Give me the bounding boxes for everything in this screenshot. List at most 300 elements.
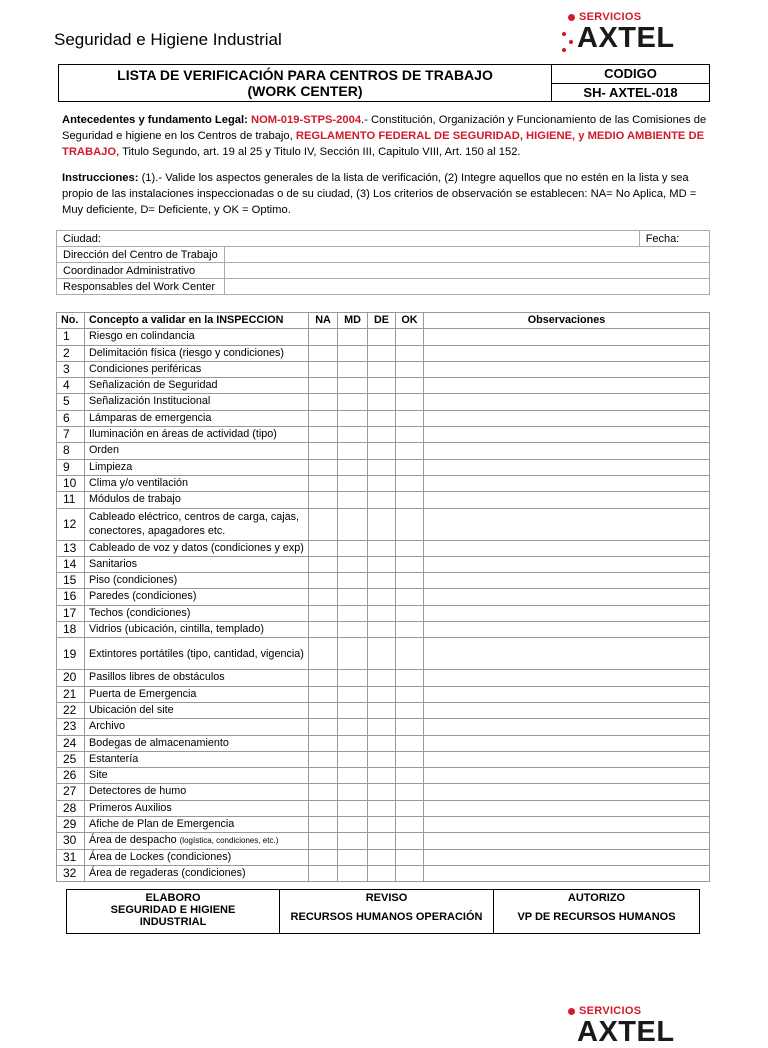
item-number: 22 — [57, 702, 85, 718]
rating-de-cell[interactable] — [368, 589, 396, 605]
checklist-row — [57, 702, 710, 718]
rating-md-cell[interactable] — [338, 719, 368, 735]
rating-na-cell[interactable] — [309, 556, 338, 572]
rating-ok-cell[interactable] — [396, 751, 424, 767]
item-number: 7 — [57, 427, 85, 443]
item-concept — [85, 410, 309, 426]
observaciones-cell[interactable] — [424, 443, 710, 459]
rating-md-cell[interactable] — [338, 817, 368, 833]
item-number: 10 — [57, 475, 85, 491]
rating-de-cell[interactable] — [368, 784, 396, 800]
item-concept — [85, 394, 309, 410]
rating-ok-cell[interactable] — [396, 849, 424, 865]
rating-de-cell[interactable] — [368, 427, 396, 443]
rating-ok-cell[interactable] — [396, 492, 424, 508]
instrucciones-label: Instrucciones: — [62, 172, 139, 184]
rating-ok-cell[interactable] — [396, 394, 424, 410]
rating-de-cell[interactable] — [368, 345, 396, 361]
rating-ok-cell[interactable] — [396, 361, 424, 377]
rating-ok-cell[interactable] — [396, 427, 424, 443]
item-concept-text: Señalización de Seguridad — [89, 379, 218, 392]
rating-na-cell[interactable] — [309, 735, 338, 751]
checklist-row — [57, 443, 710, 459]
checklist-row — [57, 849, 710, 865]
observaciones-cell[interactable] — [424, 410, 710, 426]
rating-ok-cell[interactable] — [396, 702, 424, 718]
col-header-ok: OK — [396, 313, 424, 329]
document-title-line2: (WORK CENTER) — [247, 83, 363, 99]
rating-md-cell[interactable] — [338, 508, 368, 540]
observaciones-cell[interactable] — [424, 394, 710, 410]
rating-md-cell[interactable] — [338, 589, 368, 605]
item-number: 18 — [57, 622, 85, 638]
item-concept-text: Pasillos libres de obstáculos — [89, 671, 225, 684]
item-concept-text: Limpieza — [89, 460, 133, 473]
item-concept-text: Archivo — [89, 720, 126, 733]
checklist-row — [57, 686, 710, 702]
rating-de-cell[interactable] — [368, 622, 396, 638]
observaciones-cell[interactable] — [424, 605, 710, 621]
observaciones-cell[interactable] — [424, 361, 710, 377]
item-number: 13 — [57, 540, 85, 556]
observaciones-cell[interactable] — [424, 849, 710, 865]
item-concept — [85, 475, 309, 491]
rating-ok-cell[interactable] — [396, 670, 424, 686]
rating-md-cell[interactable] — [338, 459, 368, 475]
observaciones-cell[interactable] — [424, 686, 710, 702]
observaciones-cell[interactable] — [424, 459, 710, 475]
item-number: 20 — [57, 670, 85, 686]
item-concept-text: Techos (condiciones) — [89, 606, 191, 619]
rating-ok-cell[interactable] — [396, 735, 424, 751]
observaciones-cell[interactable] — [424, 638, 710, 670]
item-concept — [85, 573, 309, 589]
item-number: 24 — [57, 735, 85, 751]
rating-md-cell[interactable] — [338, 800, 368, 816]
observaciones-cell[interactable] — [424, 556, 710, 572]
rating-na-cell[interactable] — [309, 817, 338, 833]
checklist-table — [56, 312, 710, 882]
checklist-row — [57, 475, 710, 491]
rating-md-cell[interactable] — [338, 670, 368, 686]
observaciones-cell[interactable] — [424, 329, 710, 345]
coordinador-field[interactable] — [224, 263, 709, 279]
observaciones-cell[interactable] — [424, 622, 710, 638]
rating-de-cell[interactable] — [368, 443, 396, 459]
code-value: SH- AXTEL-018 — [552, 83, 710, 102]
observaciones-cell[interactable] — [424, 540, 710, 556]
rating-de-cell[interactable] — [368, 540, 396, 556]
rating-na-cell[interactable] — [309, 492, 338, 508]
item-concept — [85, 686, 309, 702]
rating-ok-cell[interactable] — [396, 817, 424, 833]
item-concept-text: Lámparas de emergencia — [89, 411, 212, 424]
rating-md-cell[interactable] — [338, 378, 368, 394]
rating-de-cell[interactable] — [368, 817, 396, 833]
axtel-logo — [560, 10, 700, 54]
rating-ok-cell[interactable] — [396, 410, 424, 426]
rating-de-cell[interactable] — [368, 670, 396, 686]
item-concept-text: Cableado de voz y datos (condiciones y exp) — [89, 541, 304, 554]
instrucciones-paragraph — [62, 170, 710, 218]
autorizo-cell — [494, 890, 700, 934]
rating-na-cell[interactable] — [309, 573, 338, 589]
observaciones-cell[interactable] — [424, 573, 710, 589]
observaciones-cell[interactable] — [424, 719, 710, 735]
rating-de-cell[interactable] — [368, 768, 396, 784]
rating-de-cell[interactable] — [368, 329, 396, 345]
rating-na-cell[interactable] — [309, 768, 338, 784]
rating-de-cell[interactable] — [368, 638, 396, 670]
rating-na-cell[interactable] — [309, 410, 338, 426]
rating-na-cell[interactable] — [309, 540, 338, 556]
rating-ok-cell[interactable] — [396, 378, 424, 394]
item-concept — [85, 443, 309, 459]
rating-ok-cell[interactable] — [396, 540, 424, 556]
col-header-no: No. — [57, 313, 85, 329]
rating-ok-cell[interactable] — [396, 573, 424, 589]
rating-na-cell[interactable] — [309, 361, 338, 377]
instrucciones-text: (1).- Valide los aspectos generales de la lista de verificación, (2) Integre aquellos que no estén en la lista y sea propio de las instalaciones inspeccionadas o de su ciudad, (3) Los criterios de observación se establecen: NA= No Aplica, MD = Muy deficiente, D= Deficiente, y OK = Optimo. — [62, 172, 697, 216]
rating-ok-cell[interactable] — [396, 800, 424, 816]
coordinador-label: Coordinador Administrativo — [57, 263, 225, 279]
col-header-observaciones: Observaciones — [424, 313, 710, 329]
item-number: 15 — [57, 573, 85, 589]
item-number: 1 — [57, 329, 85, 345]
item-concept-text: Área de Lockes (condiciones) — [89, 850, 232, 863]
rating-ok-cell[interactable] — [396, 622, 424, 638]
rating-de-cell[interactable] — [368, 751, 396, 767]
rating-de-cell[interactable] — [368, 573, 396, 589]
rating-md-cell[interactable] — [338, 556, 368, 572]
rating-na-cell[interactable] — [309, 622, 338, 638]
rating-de-cell[interactable] — [368, 686, 396, 702]
item-concept-text: Bodegas de almacenamiento — [89, 736, 229, 749]
checklist-row — [57, 361, 710, 377]
rating-ok-cell[interactable] — [396, 865, 424, 881]
checklist-row — [57, 865, 710, 881]
rating-de-cell[interactable] — [368, 394, 396, 410]
rating-na-cell[interactable] — [309, 702, 338, 718]
elaboro-label: ELABORO — [145, 892, 201, 904]
observaciones-cell[interactable] — [424, 865, 710, 881]
observaciones-cell[interactable] — [424, 800, 710, 816]
item-number: 12 — [57, 508, 85, 540]
fecha-field[interactable]: Fecha: — [639, 231, 709, 247]
rating-de-cell[interactable] — [368, 508, 396, 540]
document-title — [59, 65, 552, 102]
observaciones-cell[interactable] — [424, 378, 710, 394]
rating-na-cell[interactable] — [309, 329, 338, 345]
observaciones-cell[interactable] — [424, 735, 710, 751]
item-concept — [85, 540, 309, 556]
item-concept — [85, 345, 309, 361]
checklist-row — [57, 573, 710, 589]
rating-na-cell[interactable] — [309, 784, 338, 800]
page-title: Seguridad e Higiene Industrial — [54, 30, 282, 49]
antecedentes-text2: , Titulo Segundo, art. 19 al 25 y Titulo IV, Sección III, Capitulo VIII, Art. 150 al 152. — [116, 146, 521, 158]
item-concept-text: Condiciones periféricas — [89, 362, 202, 375]
rating-md-cell[interactable] — [338, 638, 368, 670]
item-concept — [85, 670, 309, 686]
item-concept-text: Sanitarios — [89, 557, 138, 570]
item-concept — [85, 622, 309, 638]
item-concept — [85, 702, 309, 718]
item-concept-text: Riesgo en colindancia — [89, 330, 195, 343]
rating-md-cell[interactable] — [338, 573, 368, 589]
rating-md-cell[interactable] — [338, 735, 368, 751]
logo-services-text: SERVICIOS — [579, 1005, 642, 1017]
rating-md-cell[interactable] — [338, 865, 368, 881]
item-concept-text: Estantería — [89, 752, 139, 765]
rating-de-cell[interactable] — [368, 702, 396, 718]
rating-de-cell[interactable] — [368, 459, 396, 475]
direccion-label: Dirección del Centro de Trabajo — [57, 247, 225, 263]
rating-na-cell[interactable] — [309, 865, 338, 881]
item-number: 26 — [57, 768, 85, 784]
checklist-row — [57, 638, 710, 670]
footer-axtel-logo — [560, 1004, 700, 1048]
rating-md-cell[interactable] — [338, 605, 368, 621]
rating-ok-cell[interactable] — [396, 459, 424, 475]
item-number: 29 — [57, 817, 85, 833]
rating-na-cell[interactable] — [309, 751, 338, 767]
responsables-field[interactable] — [224, 279, 709, 295]
checklist-row — [57, 410, 710, 426]
rating-na-cell[interactable] — [309, 427, 338, 443]
rating-ok-cell[interactable] — [396, 345, 424, 361]
signature-table — [66, 889, 700, 934]
item-number: 4 — [57, 378, 85, 394]
item-number: 8 — [57, 443, 85, 459]
rating-na-cell[interactable] — [309, 459, 338, 475]
rating-ok-cell[interactable] — [396, 329, 424, 345]
observaciones-cell[interactable] — [424, 589, 710, 605]
col-header-na: NA — [309, 313, 338, 329]
observaciones-cell[interactable] — [424, 492, 710, 508]
rating-md-cell[interactable] — [338, 475, 368, 491]
reviso-cell — [280, 890, 494, 934]
observaciones-cell[interactable] — [424, 833, 710, 849]
item-concept-text: Módulos de trabajo — [89, 493, 181, 506]
item-number: 27 — [57, 784, 85, 800]
responsables-label: Responsables del Work Center — [57, 279, 225, 295]
document-title-line1: LISTA DE VERIFICACIÓN PARA CENTROS DE TRABAJO — [117, 67, 493, 83]
checklist-row — [57, 329, 710, 345]
rating-na-cell[interactable] — [309, 686, 338, 702]
item-concept — [85, 800, 309, 816]
item-number: 23 — [57, 719, 85, 735]
rating-md-cell[interactable] — [338, 443, 368, 459]
logo-axtel-text: AXTEL — [577, 22, 675, 54]
rating-ok-cell[interactable] — [396, 784, 424, 800]
rating-na-cell[interactable] — [309, 589, 338, 605]
logo-dot — [562, 32, 566, 36]
rating-ok-cell[interactable] — [396, 556, 424, 572]
observaciones-cell[interactable] — [424, 702, 710, 718]
checklist-row — [57, 492, 710, 508]
autorizo-label: AUTORIZO — [567, 892, 626, 904]
rating-de-cell[interactable] — [368, 475, 396, 491]
code-label: CODIGO — [552, 65, 710, 84]
rating-na-cell[interactable] — [309, 345, 338, 361]
antecedentes-label: Antecedentes y fundamento Legal: — [62, 114, 248, 126]
rating-de-cell[interactable] — [368, 556, 396, 572]
item-concept-text: Área de despacho — [89, 834, 177, 847]
rating-de-cell[interactable] — [368, 492, 396, 508]
observaciones-cell[interactable] — [424, 817, 710, 833]
checklist-row — [57, 817, 710, 833]
rating-na-cell[interactable] — [309, 475, 338, 491]
item-concept-text: Puerta de Emergencia — [89, 687, 197, 700]
item-concept — [85, 784, 309, 800]
rating-md-cell[interactable] — [338, 849, 368, 865]
logo-dot — [562, 48, 566, 52]
logo-dot — [568, 14, 575, 21]
item-number: 17 — [57, 605, 85, 621]
item-number: 2 — [57, 345, 85, 361]
checklist-row — [57, 540, 710, 556]
checklist-row — [57, 427, 710, 443]
item-number: 11 — [57, 492, 85, 508]
rating-de-cell[interactable] — [368, 410, 396, 426]
item-concept-text: Clima y/o ventilación — [89, 476, 189, 489]
observaciones-cell[interactable] — [424, 508, 710, 540]
rating-na-cell[interactable] — [309, 394, 338, 410]
checklist-row — [57, 768, 710, 784]
item-concept — [85, 556, 309, 572]
observaciones-cell[interactable] — [424, 345, 710, 361]
observaciones-cell[interactable] — [424, 768, 710, 784]
rating-md-cell[interactable] — [338, 540, 368, 556]
rating-na-cell[interactable] — [309, 849, 338, 865]
rating-md-cell[interactable] — [338, 394, 368, 410]
observaciones-cell[interactable] — [424, 475, 710, 491]
checklist-row — [57, 556, 710, 572]
checklist-row — [57, 622, 710, 638]
checklist-row — [57, 800, 710, 816]
checklist-row — [57, 605, 710, 621]
rating-na-cell[interactable] — [309, 443, 338, 459]
item-concept-note: (logística, condiciones, etc.) — [179, 836, 279, 846]
rating-ok-cell[interactable] — [396, 638, 424, 670]
ciudad-field[interactable]: Ciudad: — [57, 231, 640, 247]
rating-ok-cell[interactable] — [396, 475, 424, 491]
rating-md-cell[interactable] — [338, 686, 368, 702]
rating-na-cell[interactable] — [309, 378, 338, 394]
item-number: 28 — [57, 800, 85, 816]
rating-ok-cell[interactable] — [396, 686, 424, 702]
item-number: 31 — [57, 849, 85, 865]
rating-de-cell[interactable] — [368, 361, 396, 377]
observaciones-cell[interactable] — [424, 427, 710, 443]
rating-ok-cell[interactable] — [396, 589, 424, 605]
item-concept-text: Paredes (condiciones) — [89, 590, 197, 603]
item-concept-text: Área de regaderas (condiciones) — [89, 866, 246, 879]
rating-ok-cell[interactable] — [396, 719, 424, 735]
observaciones-cell[interactable] — [424, 751, 710, 767]
rating-na-cell[interactable] — [309, 508, 338, 540]
item-number: 3 — [57, 361, 85, 377]
antecedentes-paragraph — [62, 112, 710, 160]
rating-md-cell[interactable] — [338, 751, 368, 767]
rating-de-cell[interactable] — [368, 719, 396, 735]
item-concept — [85, 865, 309, 881]
rating-md-cell[interactable] — [338, 784, 368, 800]
rating-na-cell[interactable] — [309, 638, 338, 670]
item-concept — [85, 768, 309, 784]
rating-md-cell[interactable] — [338, 833, 368, 849]
checklist-row — [57, 589, 710, 605]
checklist-row — [57, 784, 710, 800]
rating-de-cell[interactable] — [368, 378, 396, 394]
rating-de-cell[interactable] — [368, 735, 396, 751]
rating-md-cell[interactable] — [338, 702, 368, 718]
rating-de-cell[interactable] — [368, 800, 396, 816]
rating-de-cell[interactable] — [368, 849, 396, 865]
observaciones-cell[interactable] — [424, 670, 710, 686]
item-concept — [85, 459, 309, 475]
item-concept-text: Delimitación física (riesgo y condiciones) — [89, 346, 285, 359]
item-concept — [85, 833, 309, 849]
rating-de-cell[interactable] — [368, 833, 396, 849]
rating-md-cell[interactable] — [338, 361, 368, 377]
rating-na-cell[interactable] — [309, 605, 338, 621]
rating-md-cell[interactable] — [338, 492, 368, 508]
rating-de-cell[interactable] — [368, 865, 396, 881]
logo-services-text: SERVICIOS — [579, 11, 642, 23]
item-number: 9 — [57, 459, 85, 475]
item-number: 32 — [57, 865, 85, 881]
rating-na-cell[interactable] — [309, 800, 338, 816]
rating-md-cell[interactable] — [338, 768, 368, 784]
item-number: 21 — [57, 686, 85, 702]
item-number: 16 — [57, 589, 85, 605]
observaciones-cell[interactable] — [424, 784, 710, 800]
rating-na-cell[interactable] — [309, 833, 338, 849]
checklist-row — [57, 345, 710, 361]
rating-md-cell[interactable] — [338, 427, 368, 443]
rating-ok-cell[interactable] — [396, 768, 424, 784]
item-concept — [85, 589, 309, 605]
rating-md-cell[interactable] — [338, 622, 368, 638]
item-concept-text: Orden — [89, 444, 120, 457]
rating-de-cell[interactable] — [368, 605, 396, 621]
logo-dot — [568, 1008, 575, 1015]
logo-dot — [569, 40, 573, 44]
rating-na-cell[interactable] — [309, 719, 338, 735]
item-concept — [85, 719, 309, 735]
col-header-md: MD — [338, 313, 368, 329]
item-concept-text: Primeros Auxilios — [89, 801, 172, 814]
rating-md-cell[interactable] — [338, 345, 368, 361]
rating-ok-cell[interactable] — [396, 443, 424, 459]
title-block — [58, 64, 710, 102]
rating-md-cell[interactable] — [338, 410, 368, 426]
direccion-field[interactable] — [224, 247, 709, 263]
checklist-row — [57, 670, 710, 686]
rating-md-cell[interactable] — [338, 329, 368, 345]
item-number: 5 — [57, 394, 85, 410]
checklist-row — [57, 735, 710, 751]
reviso-label: REVISO — [365, 892, 408, 904]
rating-ok-cell[interactable] — [396, 833, 424, 849]
rating-ok-cell[interactable] — [396, 605, 424, 621]
rating-ok-cell[interactable] — [396, 508, 424, 540]
work-center-info-table — [56, 230, 710, 295]
rating-na-cell[interactable] — [309, 670, 338, 686]
item-number: 14 — [57, 556, 85, 572]
